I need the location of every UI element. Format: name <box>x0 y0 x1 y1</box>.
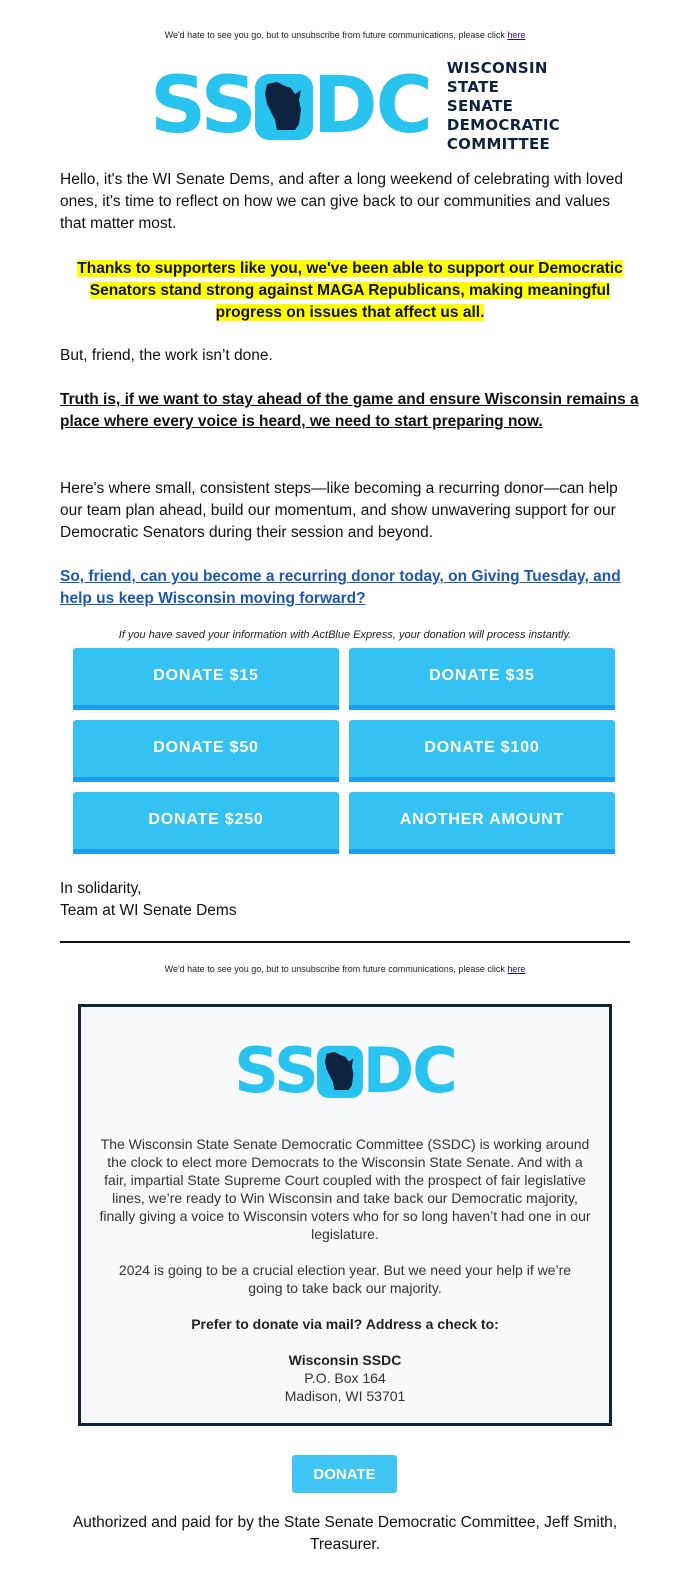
donate-35-button[interactable]: DONATE $35 <box>349 648 615 710</box>
election-paragraph: 2024 is going to be a crucial election year. But we need your help if we’re going to take back our majority. <box>118 1262 572 1296</box>
intro-paragraph: Hello, it's the WI Senate Dems, and after a long weekend of celebrating with loved ones, it's time to reflect on how we can give back to our communities and values that matter most. <box>60 171 623 232</box>
wisconsin-map-icon <box>255 68 313 144</box>
ssdc-logo <box>150 58 561 153</box>
donate-15-button[interactable]: DONATE $15 <box>73 648 339 710</box>
unsubscribe-text: We'd hate to see you go, but to unsubscribe from future communications, please click <box>164 30 505 40</box>
unsubscribe-text-bottom: We'd hate to see you go, but to unsubscribe from future communications, please click <box>164 964 505 974</box>
unsubscribe-link-bottom[interactable]: here <box>507 964 526 974</box>
ssdc-wordmark <box>150 61 431 151</box>
wordmark-ss-small: SS <box>234 1034 317 1107</box>
truth-text: Truth is, if we want to stay ahead of the game and ensure Wisconsin remains a place where every voice is heard, we need to start preparing now. <box>60 391 639 430</box>
logo-line-wisconsin: WISCONSIN <box>446 58 548 77</box>
recurring-donor-link[interactable]: So, friend, can you become a recurring donor today, on Giving Tuesday, and help us keep Wisconsin moving forward? <box>60 568 621 607</box>
highlight-paragraph <box>62 258 638 324</box>
divider <box>60 941 630 943</box>
committee-info-box <box>78 1004 612 1426</box>
unsubscribe-notice <box>0 30 690 40</box>
signoff <box>60 878 640 922</box>
actblue-note: If you have saved your information with ActBlue Express, your donation will process instantly. <box>118 629 572 641</box>
wordmark-dc-small: DC <box>362 1034 456 1107</box>
donate-50-button[interactable]: DONATE $50 <box>73 720 339 782</box>
mail-city: Madison, WI 53701 <box>284 1388 406 1404</box>
mail-name: Wisconsin SSDC <box>288 1352 402 1368</box>
unsubscribe-link[interactable]: here <box>507 30 526 40</box>
signoff-line-2: Team at WI Senate Dems <box>60 902 237 919</box>
logo-line-democratic: DEMOCRATIC <box>446 115 561 134</box>
donate-button[interactable]: DONATE <box>292 1455 397 1493</box>
ask-paragraph <box>60 566 640 610</box>
ssdc-logo-small <box>81 1034 609 1107</box>
donate-100-button[interactable]: DONATE $100 <box>349 720 615 782</box>
signoff-line-1: In solidarity, <box>60 880 142 897</box>
wordmark-ss: SS <box>150 61 255 151</box>
wisconsin-map-icon-small <box>317 1041 363 1101</box>
mail-po-box: P.O. Box 164 <box>304 1370 386 1386</box>
work-not-done: But, friend, the work isn’t done. <box>60 347 273 364</box>
truth-paragraph <box>60 389 640 433</box>
wordmark-dc: DC <box>312 61 431 151</box>
mail-heading: Prefer to donate via mail? Address a check to: <box>191 1316 499 1332</box>
donate-250-button[interactable]: DONATE $250 <box>73 792 339 854</box>
unsubscribe-notice-bottom <box>0 964 690 974</box>
authorized-by: Authorized and paid for by the State Senate Democratic Committee, Jeff Smith, Treasurer. <box>72 1514 618 1553</box>
highlight-text: Thanks to supporters like you, we've been able to support our Democratic Senators stand strong against MAGA Republicans, making meaningful progress on issues that affect us all. <box>77 260 623 321</box>
logo-line-state-senate: STATE SENATE <box>446 77 514 115</box>
another-amount-button[interactable]: ANOTHER AMOUNT <box>349 792 615 854</box>
about-paragraph: The Wisconsin State Senate Democratic Committee (SSDC) is working around the clock to elect more Democrats to the Wisconsin State Senate. And with a fair, impartial State Supreme Court coupled with the prospect of fair legislative lines, we’re ready to Win Wisconsin and take back our Democratic majority, finally giving a voice to Wisconsin voters who for so long haven’t had one in our legislature. <box>99 1136 591 1242</box>
logo-line-committee: COMMITTEE <box>446 134 551 153</box>
steps-paragraph: Here's where small, consistent steps—like becoming a recurring donor—can help our team plan ahead, build our momentum, and show unwavering support for our Democratic Senators during their session and beyond. <box>60 480 618 541</box>
logo-committee-name <box>447 59 560 154</box>
ssdc-wordmark-small <box>234 1034 456 1107</box>
